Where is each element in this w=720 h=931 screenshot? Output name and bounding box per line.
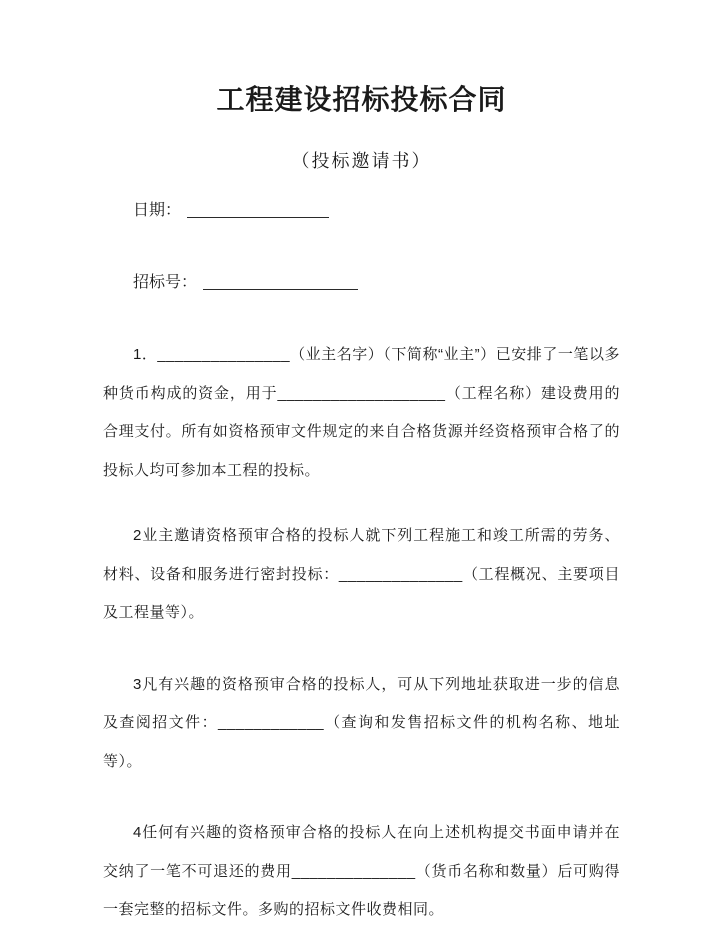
bid-number-blank-line bbox=[203, 275, 358, 290]
date-blank-line bbox=[187, 203, 329, 218]
date-label: 日期： bbox=[133, 202, 182, 219]
contract-paragraph-4: 4任何有兴趣的资格预审合格的投标人在向上述机构提交书面申请并在交纳了一笔不可退还的费用______________（货币名称和数量）后可购得一套完整的招标文件。多购的招标文件收费相同。 bbox=[103, 824, 620, 918]
page-title: 工程建设招标投标合同 bbox=[216, 84, 507, 115]
contract-paragraph-1: 1．_______________（业主名字）（下简称“业主”）已安排了一笔以多种货币构成的资金，用于___________________（工程名称）建设费用的合理支付。所有如资格预审文件规定的来自合格货源并经资格预审合格了的投标人均可参加本工程的投标。 bbox=[103, 346, 620, 479]
bid-number-row bbox=[103, 272, 620, 294]
page-subtitle: （投标邀请书） bbox=[291, 151, 432, 171]
contract-paragraph-3: 3凡有兴趣的资格预审合格的投标人，可从下列地址获取进一步的信息及查阅招文件：____________（查询和发售招标文件的机构名称、地址等）。 bbox=[103, 675, 620, 770]
bid-number-label: 招标号： bbox=[133, 274, 198, 291]
date-row bbox=[103, 200, 620, 222]
contract-paragraph-2: 2业主邀请资格预审合格的投标人就下列工程施工和竣工所需的劳务、材料、设备和服务进行密封投标：______________（工程概况、主要项目及工程量等）。 bbox=[103, 527, 620, 621]
